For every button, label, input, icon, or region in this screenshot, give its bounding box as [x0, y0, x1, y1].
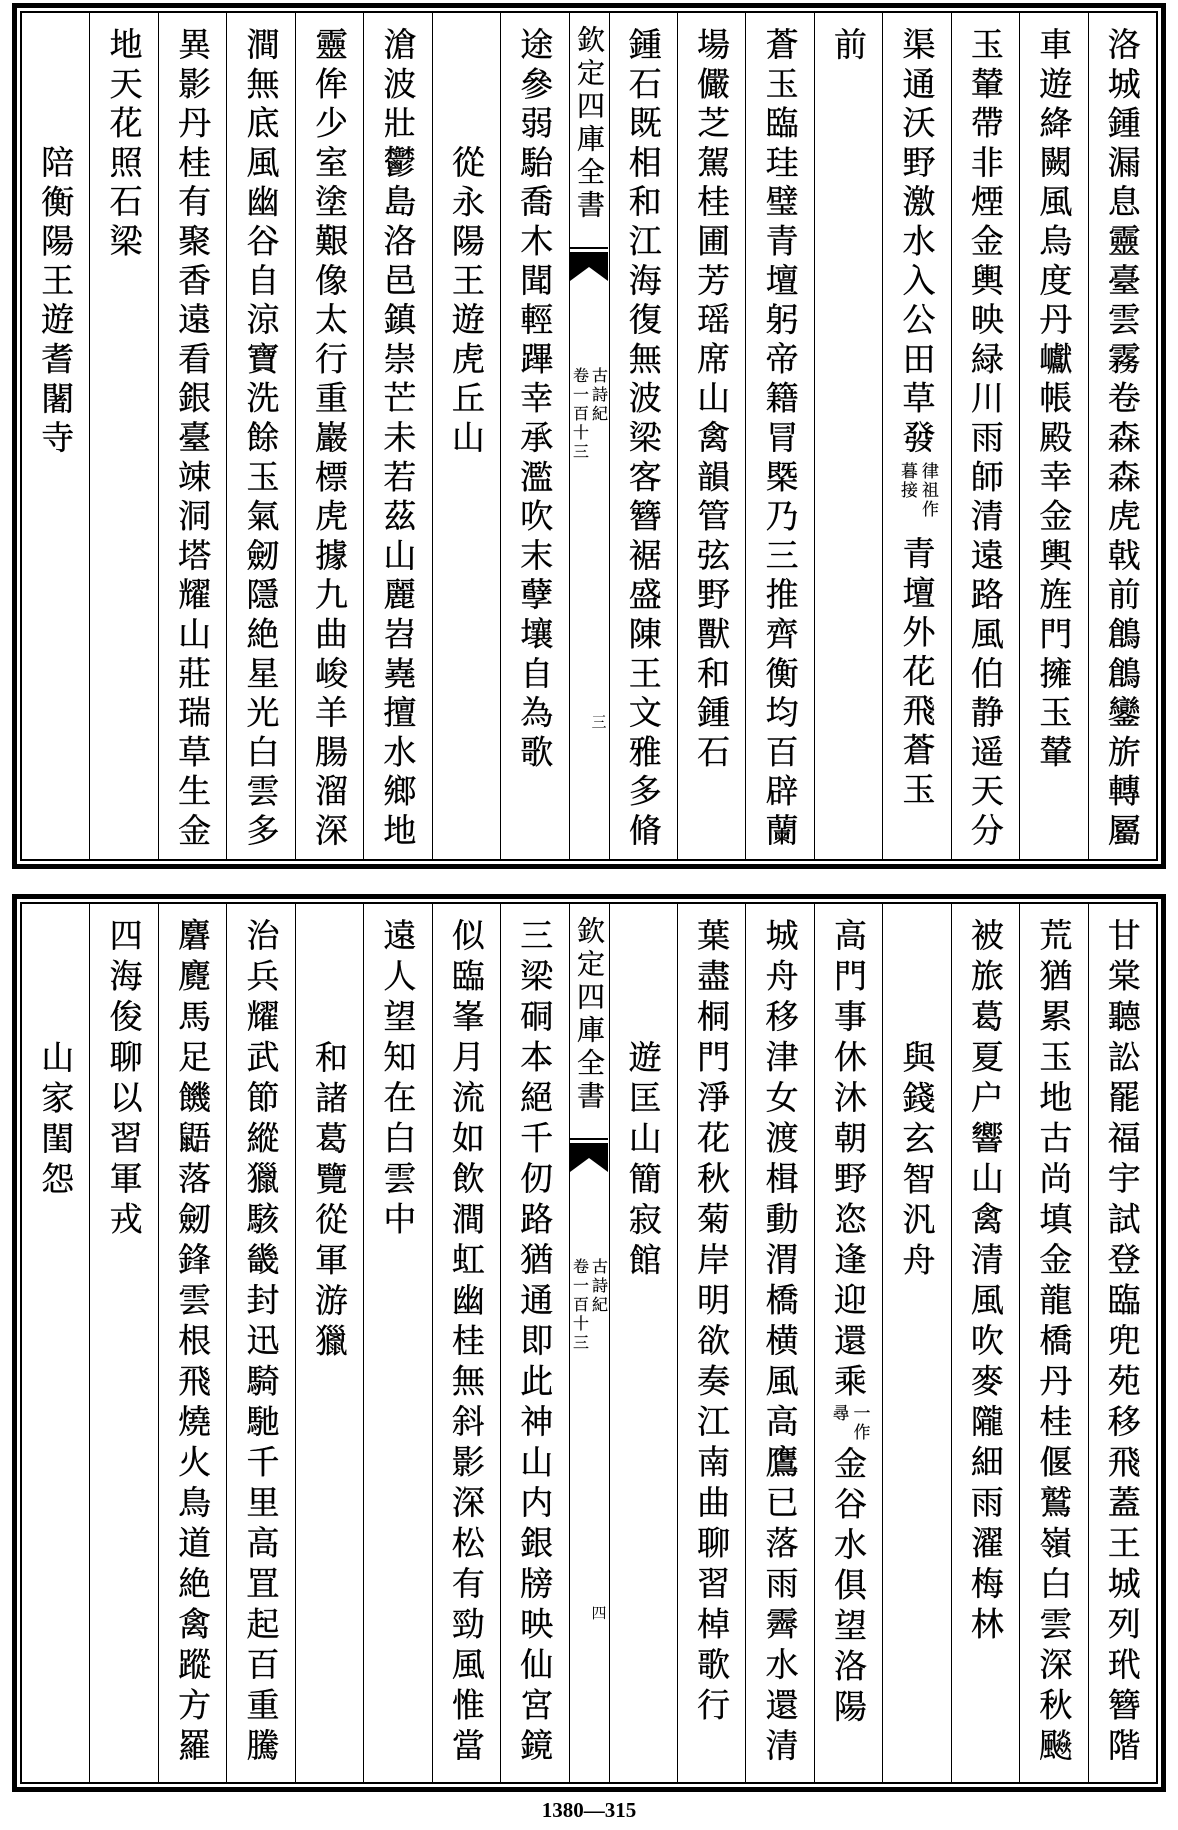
work-title: 古詩紀	[589, 367, 609, 424]
column-text: 異影丹桂有聚香遠看銀臺竦洞塔耀山莊瑞草生金	[173, 27, 213, 853]
column-text: 途參弱駘喬木聞輕蹕幸承濫吹末孽壤自為歌	[515, 27, 555, 774]
volume-number: 卷一百十三	[570, 1258, 590, 1353]
spine-work-info	[572, 1258, 607, 1353]
poem-title: 從永陽王遊虎丘山	[446, 145, 486, 460]
fish-tail-ornament	[570, 1138, 608, 1174]
interlinear-note	[898, 462, 936, 519]
column-text: 金谷水俱望洛陽	[829, 1446, 869, 1730]
fish-tail-ornament	[570, 247, 608, 283]
column-text: 青壇外花飛蒼玉	[897, 536, 937, 812]
column-text: 甘棠聽訟罷福宇試登臨兜苑移飛蓋王城列玳簪階	[1102, 918, 1142, 1769]
column-text: 洛城鍾漏息靈臺雲霧卷森森虎戟前鶬鶬鑾旂轉屬	[1102, 27, 1142, 853]
column-text: 被旅葛夏户響山禽清風吹麥隴細雨濯梅林	[965, 918, 1005, 1647]
text-column	[363, 13, 431, 859]
poem-title: 陪衡陽王遊耆闍寺	[36, 145, 76, 460]
column-text: 車遊絳闕風烏度丹巘帳殿幸金輿旌門擁玉輦	[1034, 27, 1074, 774]
poem-title-column	[609, 904, 677, 1782]
column-text: 麏麑馬足饑鼯落劒鋒雲根飛燒火鳥道絶禽蹤方羅	[173, 918, 213, 1769]
text-column	[295, 13, 363, 859]
text-column	[745, 13, 813, 859]
text-column	[158, 904, 226, 1782]
text-column	[814, 904, 882, 1782]
page-reference: 1380—315	[541, 1798, 637, 1822]
poem-title-column	[295, 904, 363, 1782]
text-column	[500, 13, 568, 859]
page-number: 四	[589, 1605, 608, 1620]
text-column	[814, 13, 882, 859]
column-text: 滄波壯鬱島洛邑鎮崇芒未若茲山麗岧嶤擅水鄉地	[378, 27, 418, 853]
page-panel-bottom	[12, 894, 1166, 1792]
work-title: 古詩紀	[589, 1258, 609, 1315]
column-text: 三梁硐本絕千仞路猶通即此神山内銀牓映仙宮鏡	[515, 918, 555, 1769]
text-column	[882, 13, 950, 859]
poem-title: 遊匡山簡寂館	[623, 1040, 663, 1283]
poem-title: 山家閨怨	[36, 1040, 76, 1202]
column-text: 場儼芝駕桂圃芳瑶席山禽韻管弦野獸和鍾石	[692, 27, 732, 774]
poem-title-column	[432, 13, 500, 859]
page-spine	[569, 13, 609, 859]
text-column	[609, 13, 677, 859]
text-column	[363, 904, 431, 1782]
text-column	[432, 904, 500, 1782]
text-column	[500, 904, 568, 1782]
column-text: 靈侔少室塗艱像太行重巖標虎據九曲峻羊腸溜深	[309, 27, 349, 853]
column-text: 玉輦帶非煙金輿映緑川雨師清遠路風伯静遥天分	[965, 27, 1005, 853]
column-text: 城舟移津女渡楫動渭橋横風高鷹已落雨霽水還清	[760, 918, 800, 1769]
page-spine	[569, 904, 609, 1782]
column-text: 荒猶累玉地古尚填金龍橋丹桂偃鷲嶺白雲深秋飈	[1034, 918, 1074, 1769]
interlinear-note	[830, 1404, 868, 1442]
column-text: 前	[829, 27, 869, 67]
poem-title: 和諸葛覽從軍游獵	[309, 1040, 349, 1364]
page-number: 三	[589, 714, 608, 729]
text-column	[89, 13, 157, 859]
column-text: 澗無底風幽谷自涼寶洗餘玉氣劒隱絶星光白雲多	[241, 27, 281, 853]
column-text: 鍾石既相和江海復無波梁客簪裾盛陳王文雅多脩	[623, 27, 663, 853]
spine-work-info	[572, 367, 607, 462]
text-column	[158, 13, 226, 859]
text-column	[1019, 13, 1087, 859]
poem-title-column	[22, 904, 89, 1782]
column-text: 似臨峯月流如飲澗虹幽桂無斜影深松有勁風惟當	[446, 918, 486, 1769]
column-text: 地天花照石梁	[104, 27, 144, 263]
text-column	[226, 13, 294, 859]
column-text: 遠人望知在白雲中	[378, 918, 418, 1242]
volume-number: 卷一百十三	[570, 367, 590, 462]
column-text: 治兵耀武節縱獵駭畿封迅騎馳千里高罝起百重騰	[241, 918, 281, 1769]
text-frame	[20, 902, 1158, 1784]
text-frame	[20, 11, 1158, 861]
note-left-line: 尋	[828, 1404, 849, 1423]
text-column	[226, 904, 294, 1782]
column-text: 四海俊聊以習軍戎	[104, 918, 144, 1242]
column-text: 葉盡桐門淨花秋菊岸明欲奏江南曲聊習棹歌行	[692, 918, 732, 1728]
page-panel-top	[12, 3, 1166, 869]
text-column	[89, 904, 157, 1782]
text-column	[677, 13, 745, 859]
note-left-line: 暮接	[896, 462, 917, 501]
text-column	[1019, 904, 1087, 1782]
column-text: 蒼玉臨珪璧青壇躬帝籍冐槩乃三推齊衡均百辟蘭	[760, 27, 800, 853]
book-title: 欽定四庫全書	[573, 916, 606, 1114]
text-column	[677, 904, 745, 1782]
poem-title-column	[882, 904, 950, 1782]
note-right-line: 一作	[849, 1404, 870, 1442]
text-column	[951, 13, 1019, 859]
column-text: 高門事休沐朝野恣逢迎還乘	[829, 918, 869, 1404]
text-column	[1088, 904, 1156, 1782]
text-column	[951, 904, 1019, 1782]
note-right-line: 律祖作	[917, 462, 938, 520]
book-title: 欽定四庫全書	[573, 25, 606, 223]
poem-title: 與錢玄智汎舟	[897, 1040, 937, 1283]
text-column	[745, 904, 813, 1782]
column-text: 渠通沃野激水入公田草發	[897, 27, 937, 460]
text-column	[1088, 13, 1156, 859]
poem-title-column	[22, 13, 89, 859]
